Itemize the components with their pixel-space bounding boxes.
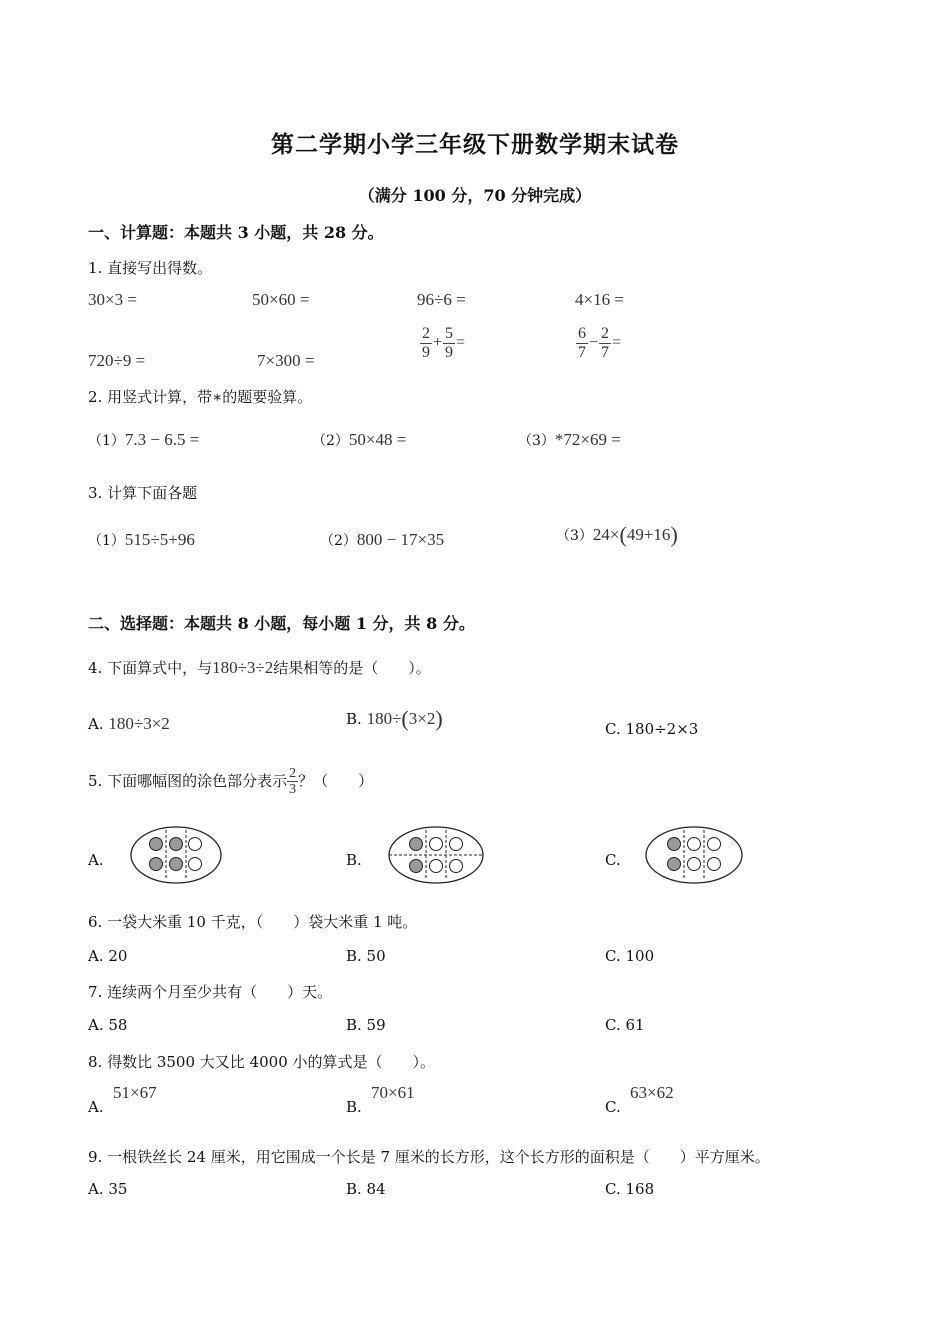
q8-option-b-label: B. — [346, 1098, 362, 1116]
q6-text: 6. 一袋大米重 10 千克，（ ）袋大米重 1 吨。 — [88, 913, 418, 931]
q7-text: 7. 连续两个月至少共有（ ）天。 — [88, 983, 333, 1001]
q3-item-3: （3）24×(49+16) — [556, 522, 678, 547]
section1-heading: 一、计算题：本题共 3 小题，共 28 分。 — [88, 223, 384, 242]
fraction: $\frac{2}{3}$ — [289, 766, 297, 798]
q9-option-c: C. 168 — [605, 1180, 655, 1198]
q1-expr-4: 4×16 = — [575, 290, 624, 309]
q4-stem: 4. 下面算式中，与180÷3÷2结果相等的是（ ）。 — [88, 658, 431, 677]
q3-item-1: （1）515÷5+96 — [88, 530, 195, 549]
fraction: $\frac{2}{7}$ — [601, 325, 610, 361]
q8-option-b-expr: 70×61 — [371, 1083, 415, 1102]
q2-item-3: （3）*72×69 = — [518, 430, 621, 449]
q8-option-c-expr: 63×62 — [630, 1083, 674, 1102]
q1-fraction-expr-2: $\frac{6}{7}$ − $\frac{2}{7}$ = — [578, 325, 622, 361]
q5-option-a-label: A. — [88, 851, 104, 869]
q1-expr-1: 30×3 = — [88, 290, 137, 309]
q8-option-a-label: A. — [88, 1098, 104, 1116]
q9-text: 9. 一根铁丝长 24 厘米，用它围成一个长是 7 厘米的长方形，这个长方形的面积是（ ）平方厘米。 — [88, 1148, 770, 1166]
fraction: $\frac{2}{9}$ — [422, 325, 430, 361]
q8-option-c-label: C. — [605, 1098, 621, 1116]
q7-option-c: C. 61 — [605, 1016, 645, 1034]
q5-figure-c — [643, 824, 745, 886]
fraction: $\frac{6}{7}$ — [578, 325, 586, 361]
page-subtitle: （满分 100 分，70 分钟完成） — [358, 186, 592, 205]
q1-expr-3: 96÷6 = — [417, 290, 466, 309]
q1-fraction-expr-1: $\frac{2}{9}$ + $\frac{5}{9}$ = — [422, 325, 466, 361]
q5-figure-a — [128, 824, 224, 886]
section2-heading: 二、选择题：本题共 8 小题，每小题 1 分，共 8 分。 — [88, 614, 475, 633]
q8-text: 8. 得数比 3500 大又比 4000 小的算式是（ ）。 — [88, 1053, 436, 1071]
page-title: 第二学期小学三年级下册数学期末试卷 — [271, 131, 679, 158]
q3-item-2: （2）800 − 17×35 — [320, 530, 445, 549]
q4-option-b: B. 180÷(3×2) — [346, 706, 443, 731]
q1-expr-2: 50×60 = — [252, 290, 310, 309]
q6-option-b: B. 50 — [346, 947, 386, 965]
q5-option-c-label: C. — [605, 851, 621, 869]
q1-text: 1. 直接写出得数。 — [88, 259, 213, 277]
q5-figure-b — [386, 824, 486, 886]
q2-item-2: （2）50×48 = — [312, 430, 407, 449]
q4-option-a: A. 180÷3×2 — [88, 714, 170, 733]
q5-option-b-label: B. — [346, 851, 362, 869]
q8-option-a-expr: 51×67 — [113, 1083, 157, 1102]
q6-option-c: C. 100 — [605, 947, 655, 965]
q9-option-a: A. 35 — [88, 1180, 128, 1198]
q9-option-b: B. 84 — [346, 1180, 386, 1198]
q2-text: 2. 用竖式计算，带∗的题要验算。 — [88, 388, 313, 406]
fraction: $\frac{5}{9}$ — [445, 325, 454, 361]
q5-stem: 5. 下面哪幅图的涂色部分表示 $\frac{2}{3}$ ？（ ） — [88, 766, 374, 798]
q6-option-a: A. 20 — [88, 947, 128, 965]
q7-option-b: B. 59 — [346, 1016, 386, 1034]
q1-expr-6: 7×300 = — [257, 351, 315, 370]
q7-option-a: A. 58 — [88, 1016, 128, 1034]
q4-option-c: C. 180÷2×3 — [605, 720, 699, 738]
q1-expr-5: 720÷9 = — [88, 351, 146, 370]
q3-text: 3. 计算下面各题 — [88, 484, 198, 502]
q2-item-1: （1）7.3 − 6.5 = — [88, 430, 200, 449]
